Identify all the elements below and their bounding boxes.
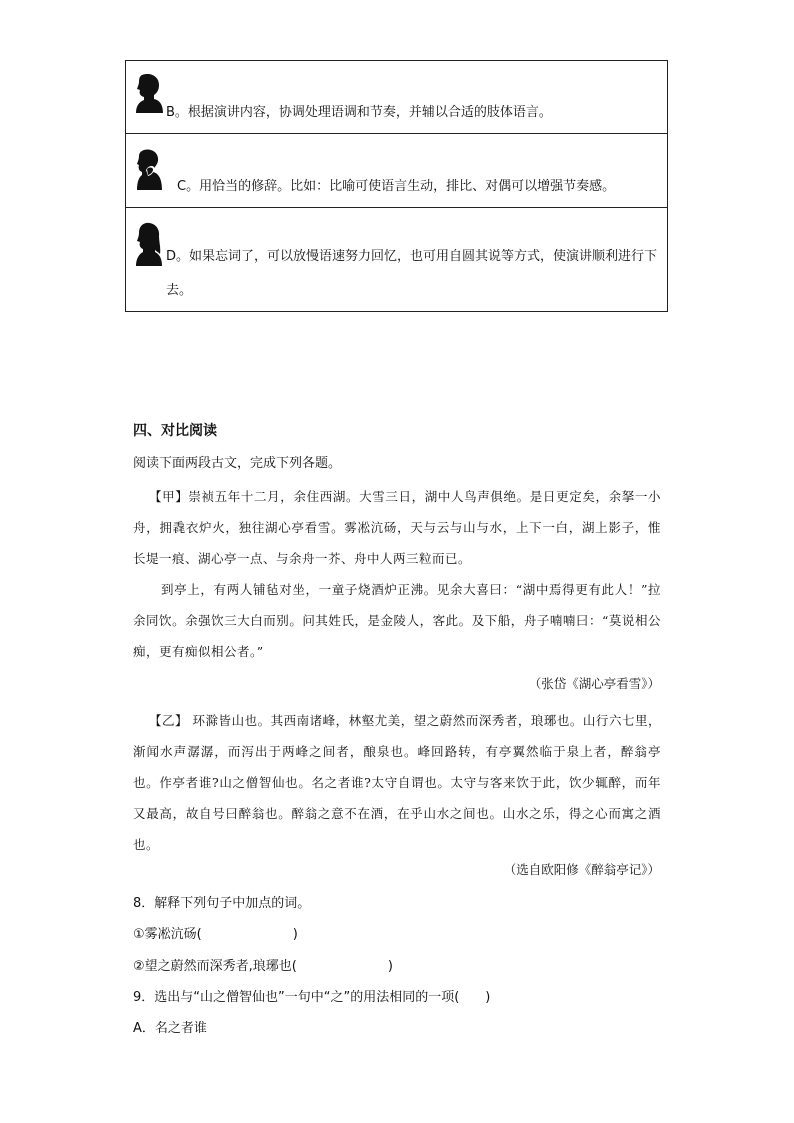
question-9: 9．选出与“山之僧智仙也”一句中“之”的用法相同的一项( ): [133, 990, 491, 1005]
tip-text-c: C。用恰当的修辞。比如：比喻可使语言生动，排比、对偶可以增强节奏感。: [177, 179, 616, 194]
tip-text-d: D。如果忘词了，可以放慢语速努力回忆，也可用自圆其说等方式，使演讲顺利进行下去。: [166, 249, 658, 298]
passage-yi-source: （选自欧阳修《醉翁亭记》）: [503, 862, 660, 877]
section-title: 四、对比阅读: [133, 423, 217, 439]
tip-text-b: B。根据演讲内容，协调处理语调和节奏，并辅以合适的肢体语言。: [166, 105, 552, 120]
speech-tips-table: [125, 60, 668, 312]
passage-jia-paragraph-1: 【甲】崇祯五年十二月，余住西湖。大雪三日，湖中人鸟声俱绝。是日更定矣，余拏一小舟，拥毳衣炉火，独往湖心亭看雪。雾凇沆砀，天与云与山与水，上下一白，湖上影子，惟长堤一痕、湖心亭一点、与余舟一芥、舟中人两三粒而已。: [133, 489, 661, 566]
tip-row-d: [126, 208, 667, 311]
answer-blank[interactable]: ( ): [291, 959, 393, 974]
passage-jia-paragraph-2: 到亭上，有两人铺毡对坐，一童子烧酒炉正沸。见余大喜曰：“湖中焉得更有此人！”拉余同饮。余强饮三大白而别。问其姓氏，是金陵人，客此。及下船，舟子喃喃曰：“莫说相公痴，更有痴似相公者。”: [133, 582, 661, 659]
dotted-phrase: 望之蔚然而深秀者,琅琊也: [144, 959, 292, 974]
item-number: ①: [133, 927, 145, 942]
woman-silhouette-icon: [134, 222, 164, 266]
item-number: ②: [133, 959, 145, 974]
question-8-item-2: [133, 955, 393, 974]
question-9-option-a[interactable]: A．名之者谁: [133, 1021, 207, 1036]
thinking-person-silhouette-icon: [134, 148, 164, 190]
section-instruction: 阅读下面两段古文，完成下列各题。: [133, 456, 342, 471]
tip-row-b: [126, 61, 667, 134]
question-8-item-1: [133, 923, 298, 942]
answer-blank[interactable]: ( ): [196, 927, 298, 942]
passage-jia-source: （张岱《湖心亭看雪》）: [528, 676, 660, 691]
question-8: 8．解释下列句子中加点的词。: [133, 896, 311, 911]
tip-row-c: [126, 134, 667, 208]
man-profile-silhouette-icon: [134, 73, 164, 113]
dotted-phrase: 雾凇沆砀: [144, 927, 197, 942]
passage-yi-paragraph: 【乙】 环滁皆山也。其西南诸峰，林壑尤美，望之蔚然而深秀者，琅琊也。山行六七里，渐闻水声潺潺，而泻出于两峰之间者，酿泉也。峰回路转，有亭翼然临于泉上者，醉翁亭也。作亭者谁?山之僧智仙也。名之者谁?太守自谓也。太守与客来饮于此，饮少辄醉，而年又最高，故自号曰醉翁也。醉翁之意不在酒，在乎山水之间也。山水之乐，得之心而寓之酒也。: [133, 713, 661, 852]
